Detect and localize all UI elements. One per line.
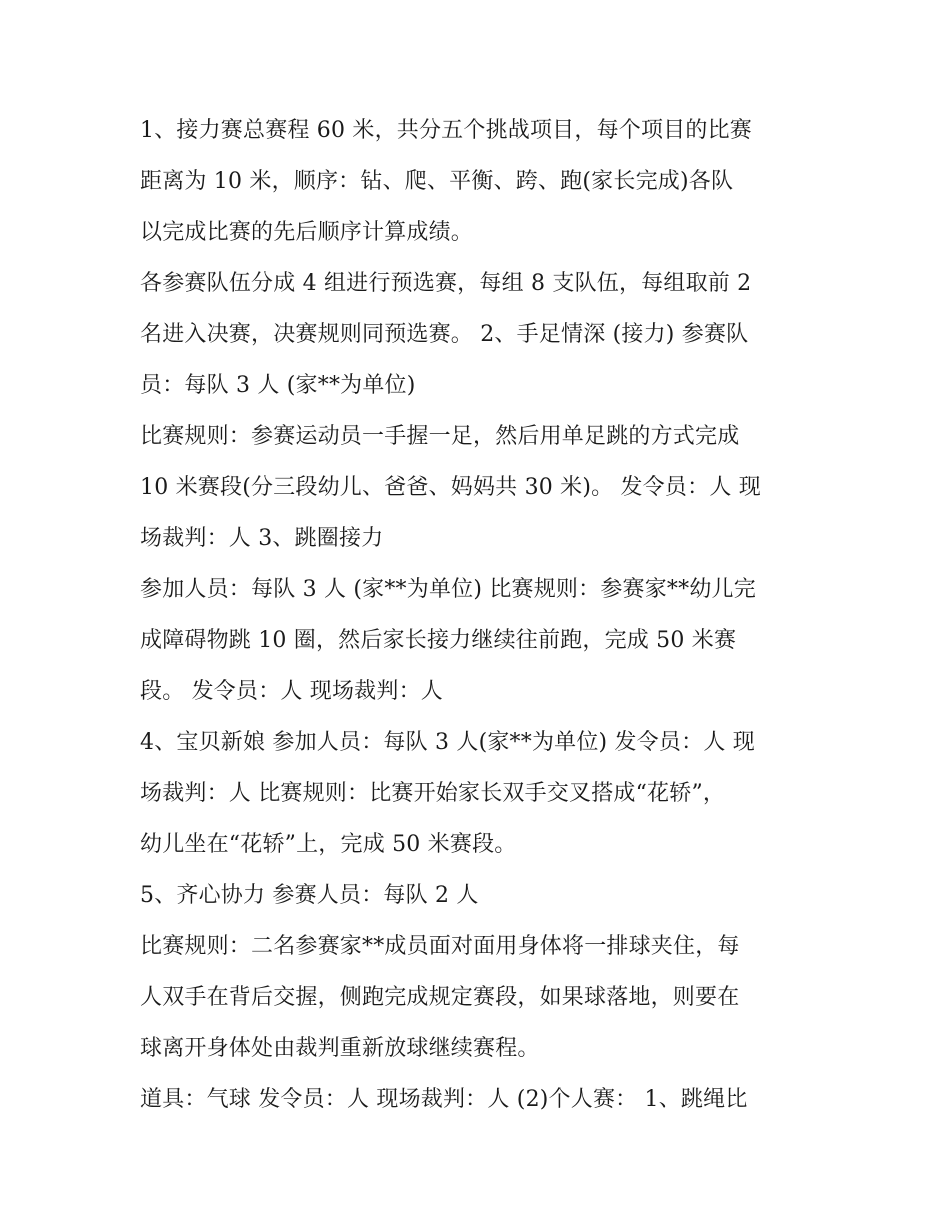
text-line: 各参赛队伍分成 4 组进行预选赛，每组 8 支队伍，每组取前 2 (140, 271, 752, 296)
text-line: 1、接力赛总赛程 60 米，共分五个挑战项目，每个项目的比赛 (140, 118, 752, 143)
text-line: 段。 发令员：人 现场裁判：人 (140, 679, 443, 704)
text-line: 名进入决赛，决赛规则同预选赛。 2、手足情深 (接力) 参赛队 (140, 322, 749, 347)
text-line: 球离开身体处由裁判重新放球继续赛程。 (140, 1036, 540, 1061)
text-line: 以完成比赛的先后顺序计算成绩。 (140, 220, 474, 245)
text-line: 5、齐心协力 参赛人员：每队 2 人 (140, 883, 479, 908)
document-body (140, 105, 820, 1125)
text-line: 参加人员：每队 3 人 (家**为单位) 比赛规则：参赛家**幼儿完 (140, 577, 756, 602)
text-line: 人双手在背后交握，侧跑完成规定赛段，如果球落地，则要在 (140, 985, 740, 1010)
text-line: 场裁判：人 3、跳圈接力 (140, 526, 384, 551)
text-line: 员：每队 3 人 (家**为单位) (140, 373, 416, 398)
text-line: 比赛规则：二名参赛家**成员面对面用身体将一排球夹住，每 (140, 934, 740, 959)
text-line: 比赛规则：参赛运动员一手握一足，然后用单足跳的方式完成 (140, 424, 740, 449)
text-line: 成障碍物跳 10 圈，然后家长接力继续往前跑，完成 50 米赛 (140, 628, 737, 653)
text-line: 幼儿坐在“花轿”上，完成 50 米赛段。 (140, 832, 517, 857)
text-line: 距离为 10 米，顺序：钻、爬、平衡、跨、跑(家长完成)各队 (140, 169, 734, 194)
text-line: 10 米赛段(分三段幼儿、爸爸、妈妈共 30 米)。 发令员：人 现 (140, 475, 761, 500)
text-line: 道具：气球 发令员：人 现场裁判：人 (2)个人赛： 1、跳绳比 (140, 1087, 748, 1112)
text-line: 场裁判：人 比赛规则：比赛开始家长双手交叉搭成“花轿”， (140, 781, 726, 806)
text-line: 4、宝贝新娘 参加人员：每队 3 人(家**为单位) 发令员：人 现 (140, 730, 755, 755)
